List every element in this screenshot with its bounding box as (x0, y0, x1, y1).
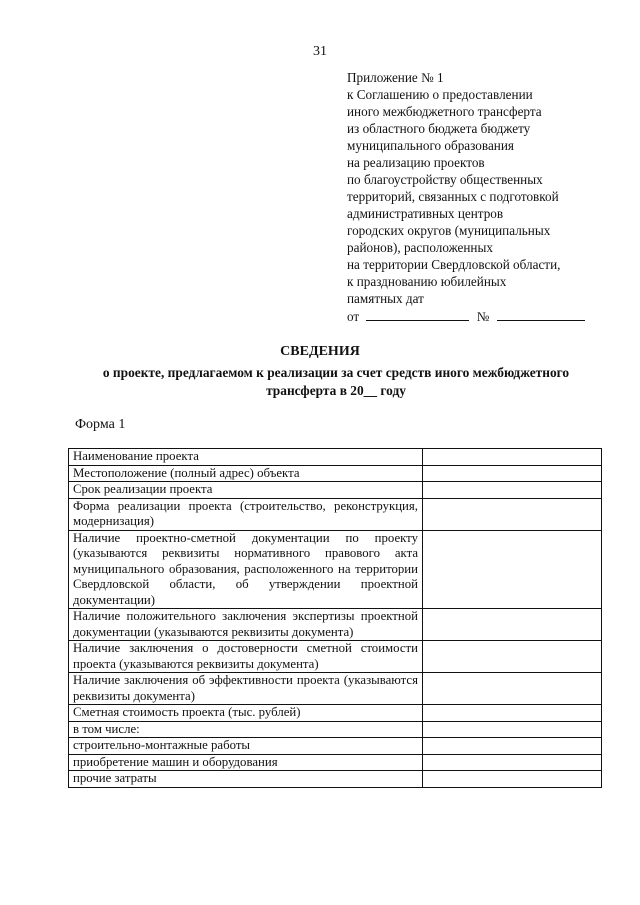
table-row (69, 465, 602, 482)
project-info-table (68, 448, 602, 788)
row-value-cell[interactable] (423, 449, 602, 466)
subtitle-line: трансферта в 20__ году (266, 383, 406, 398)
row-label: Наличие положительного заключения экспертизы проектной документации (указываются реквизиты документа) (69, 609, 423, 641)
row-label: Форма реализации проекта (строительство, реконструкция, модернизация) (69, 498, 423, 530)
row-value-cell[interactable] (423, 771, 602, 788)
row-value-cell[interactable] (423, 530, 602, 609)
number-sign: № (476, 309, 490, 324)
appendix-line: территорий, связанных с подготовкой (347, 189, 559, 204)
row-label: Срок реализации проекта (69, 482, 423, 499)
row-label: Наличие проектно-сметной документации по проекту (указываются реквизиты нормативного правового акта муниципального образования, расположенного на территории Свердловской области, об утверждении проектной документации) (69, 530, 423, 609)
row-value-cell[interactable] (423, 705, 602, 722)
subtitle-line: о проекте, предлагаемом к реализации за счет средств иного межбюджетного (102, 365, 570, 380)
table-row (69, 449, 602, 466)
appendix-line: на территории Свердловской области, (347, 257, 561, 272)
row-value-cell[interactable] (423, 609, 602, 641)
row-value-cell[interactable] (423, 754, 602, 771)
appendix-line: из областного бюджета бюджету (347, 121, 531, 136)
form-label: Форма 1 (75, 417, 126, 432)
table-row (69, 609, 602, 641)
row-label: в том числе: (69, 721, 423, 738)
appendix-line: районов), расположенных (347, 240, 493, 255)
row-label: Местоположение (полный адрес) объекта (69, 465, 423, 482)
row-value-cell[interactable] (423, 641, 602, 673)
table-row (69, 673, 602, 705)
row-value-cell[interactable] (423, 465, 602, 482)
row-value-cell[interactable] (423, 673, 602, 705)
row-value-cell[interactable] (423, 721, 602, 738)
number-blank-line (497, 309, 585, 321)
table-row (69, 771, 602, 788)
appendix-line: Приложение № 1 (347, 70, 444, 85)
appendix-line: к празднованию юбилейных (347, 274, 507, 289)
table-row (69, 721, 602, 738)
table-row (69, 738, 602, 755)
row-label: Наименование проекта (69, 449, 423, 466)
appendix-line: городских округов (муниципальных (347, 223, 551, 238)
date-number-line (347, 308, 607, 325)
row-label: приобретение машин и оборудования (69, 754, 423, 771)
row-value-cell[interactable] (423, 482, 602, 499)
document-subtitle (56, 364, 616, 400)
appendix-line: по благоустройству общественных (347, 172, 543, 187)
row-label: Наличие заключения о достоверности сметной стоимости проекта (указываются реквизиты документа) (69, 641, 423, 673)
document-title: СВЕДЕНИЯ (280, 344, 360, 359)
row-label: Наличие заключения об эффективности проекта (указываются реквизиты документа) (69, 673, 423, 705)
appendix-line: на реализацию проектов (347, 155, 485, 170)
appendix-line: памятных дат (347, 291, 424, 306)
row-value-cell[interactable] (423, 498, 602, 530)
table-row (69, 754, 602, 771)
appendix-line: к Соглашению о предоставлении (347, 87, 533, 102)
table-row (69, 482, 602, 499)
date-blank-line (366, 309, 469, 321)
appendix-line: административных центров (347, 206, 504, 221)
appendix-line: иного межбюджетного трансферта (347, 104, 542, 119)
table-row (69, 498, 602, 530)
table-row (69, 641, 602, 673)
row-label: строительно-монтажные работы (69, 738, 423, 755)
appendix-line: муниципального образования (347, 138, 514, 153)
appendix-block (347, 69, 607, 325)
table-row (69, 705, 602, 722)
row-label: Сметная стоимость проекта (тыс. рублей) (69, 705, 423, 722)
page-number: 31 (313, 44, 327, 59)
row-value-cell[interactable] (423, 738, 602, 755)
date-prefix: от (347, 309, 360, 324)
row-label: прочие затраты (69, 771, 423, 788)
table-row (69, 530, 602, 609)
